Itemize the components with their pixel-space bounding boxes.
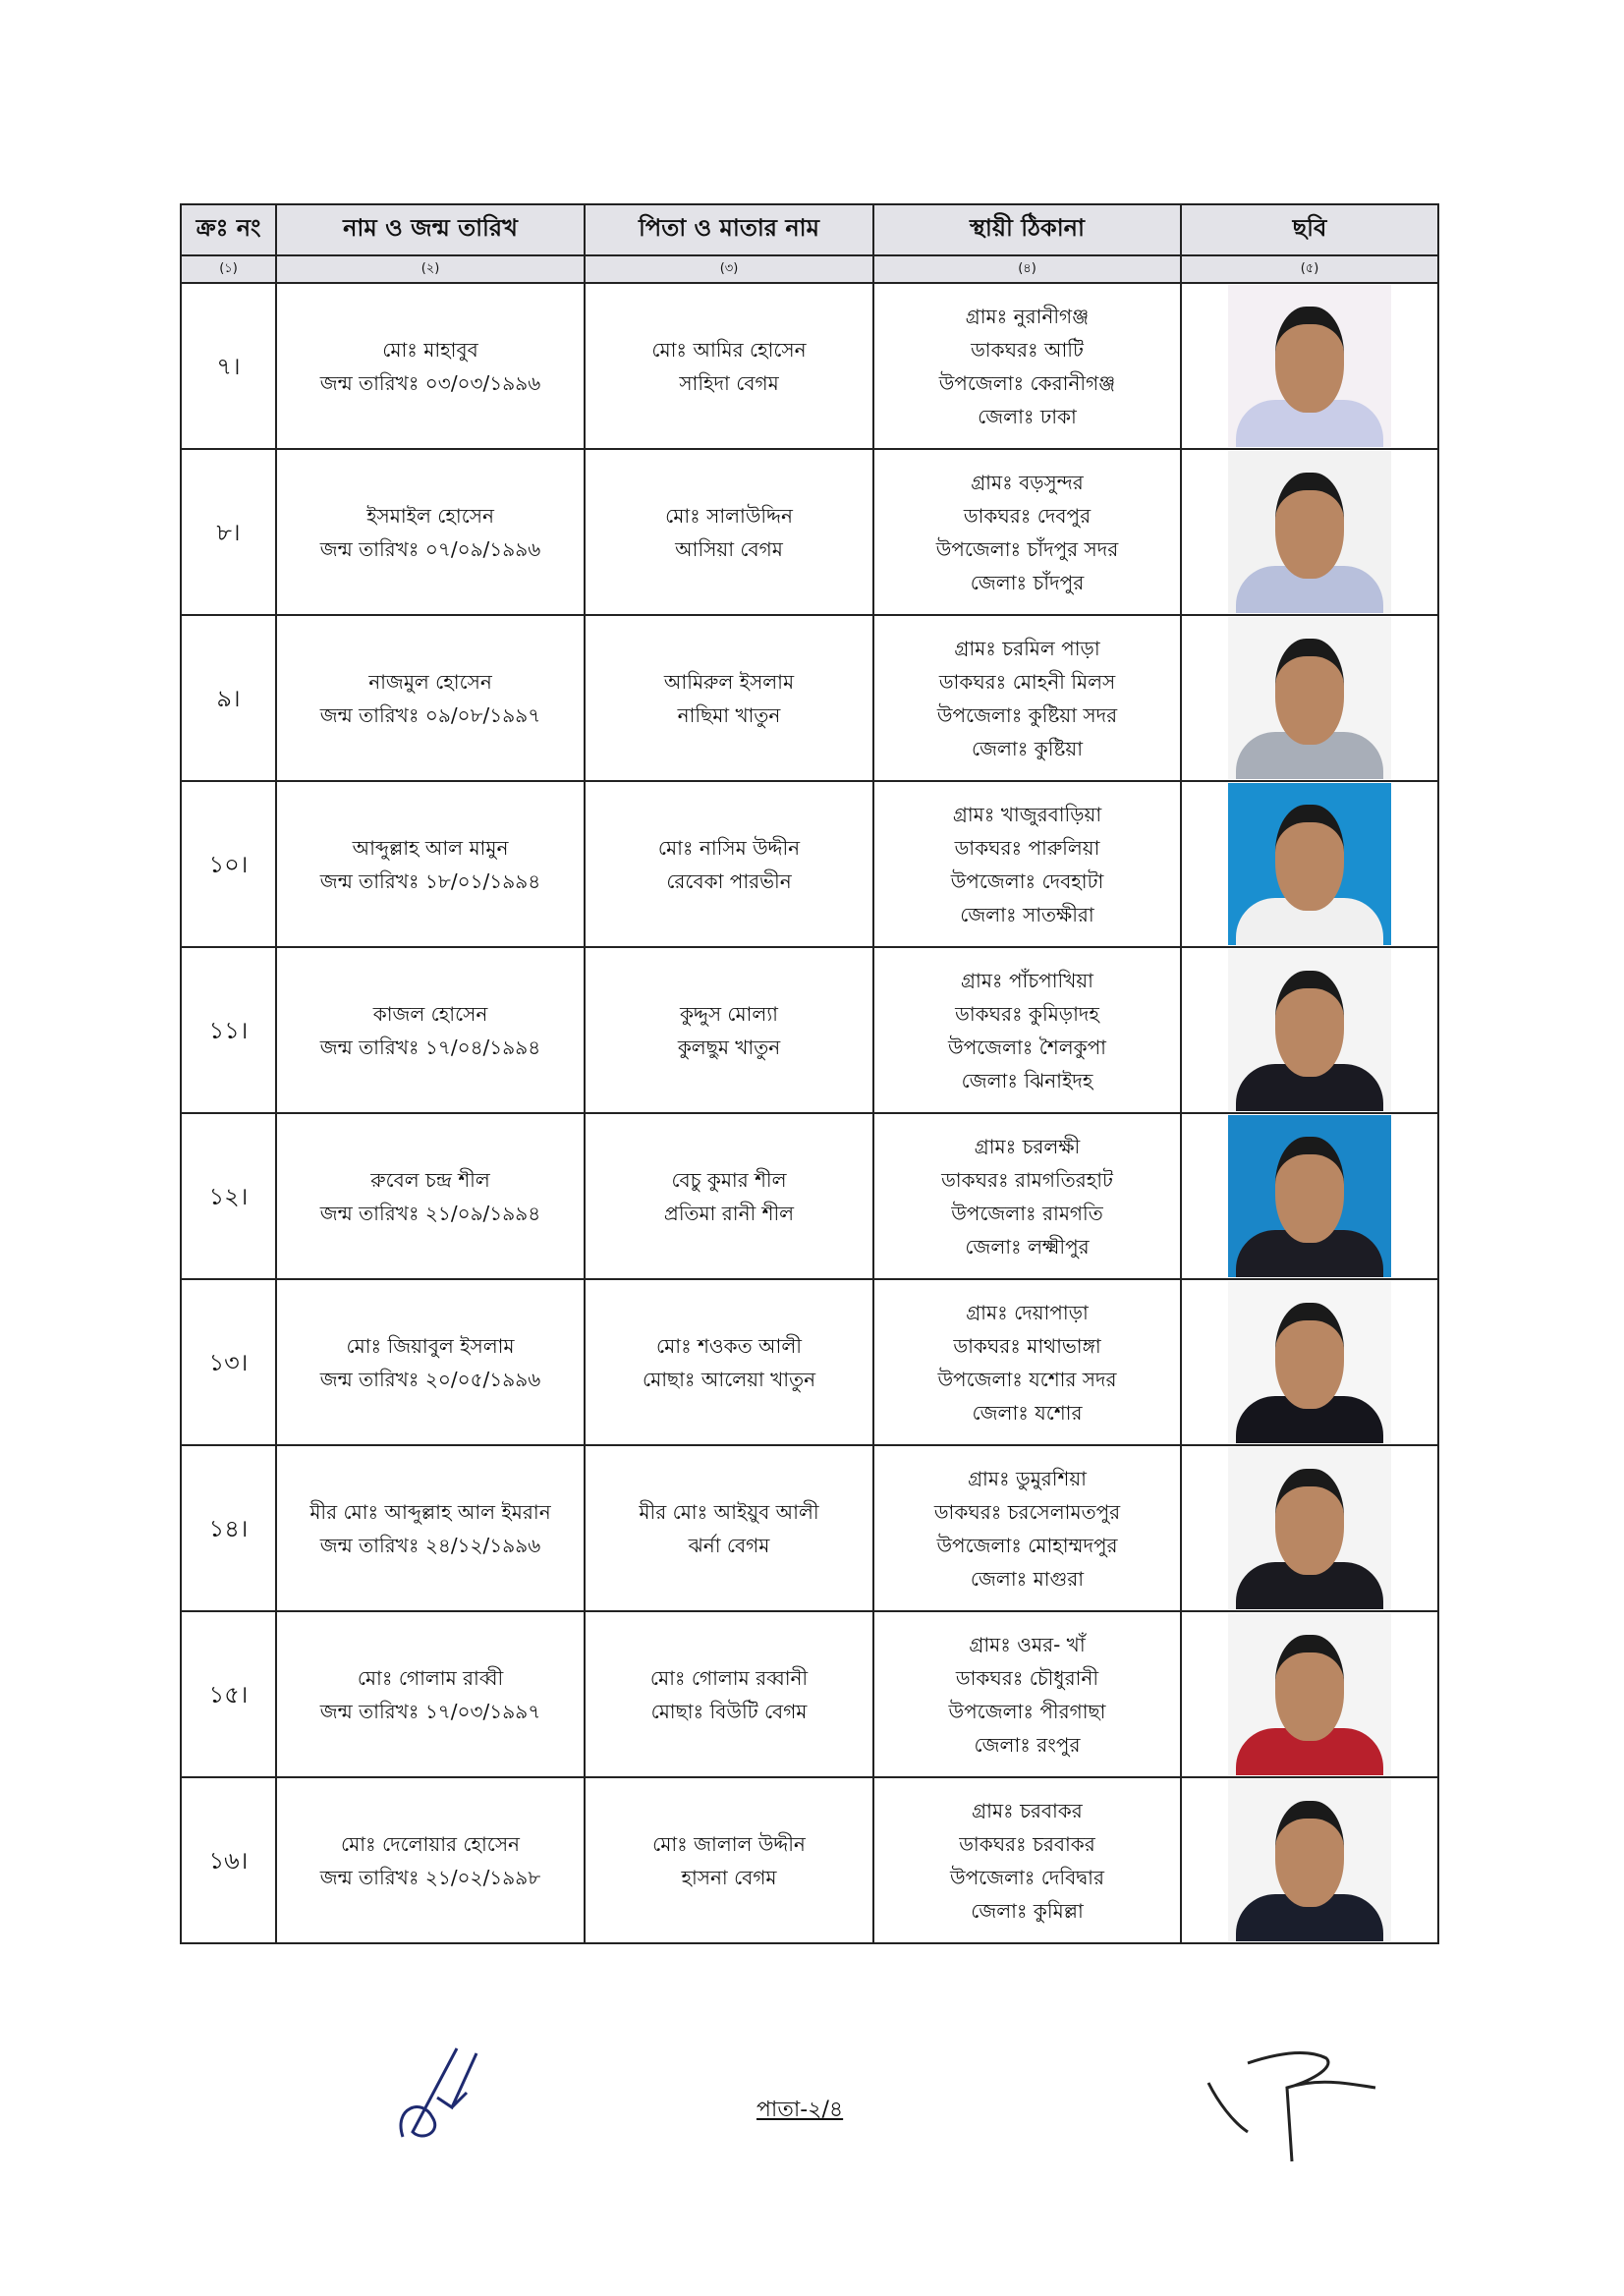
address-cell	[873, 615, 1181, 781]
serial: ১১।	[181, 947, 276, 1113]
name-dob-cell	[276, 1279, 585, 1445]
candidate-name: ইসমাইল হোসেন	[366, 503, 494, 528]
candidate-photo	[1228, 451, 1391, 613]
column-number-row	[181, 255, 1438, 283]
signature-left	[383, 2039, 491, 2147]
photo-cell	[1181, 781, 1438, 947]
village: গ্রামঃ ডুমুরশিয়া	[968, 1466, 1087, 1490]
candidate-photo	[1228, 617, 1391, 779]
header-serial: ক্রঃ নং	[181, 204, 276, 255]
date-of-birth: জন্ম তারিখঃ ১৭/০৩/১৯৯৭	[319, 1699, 541, 1723]
upazila: উপজেলাঃ চাঁদপুর সদর	[935, 536, 1119, 561]
post-office: ডাকঘরঃ চরসেলামতপুর	[933, 1499, 1121, 1524]
father-name: মোঃ গোলাম রব্বানী	[649, 1665, 809, 1690]
date-of-birth: জন্ম তারিখঃ ০৯/০৮/১৯৯৭	[319, 702, 541, 727]
photo-cell	[1181, 1113, 1438, 1279]
table-row	[181, 449, 1438, 615]
photo-cell	[1181, 1445, 1438, 1611]
district: জেলাঃ চাঁদপুর	[970, 570, 1085, 594]
address-cell	[873, 1279, 1181, 1445]
candidate-photo	[1228, 285, 1391, 447]
candidate-name: মীর মোঃ আব্দুল্লাহ আল ইমরান	[309, 1499, 551, 1524]
name-dob-cell	[276, 947, 585, 1113]
village: গ্রামঃ পাঁচপাখিয়া	[961, 968, 1093, 992]
candidate-photo	[1228, 1779, 1391, 1941]
mother-name: নাছিমা খাতুন	[677, 702, 781, 727]
village: গ্রামঃ চরলক্ষী	[974, 1134, 1081, 1158]
candidate-name: নাজমুল হোসেন	[368, 669, 492, 694]
photo-cell	[1181, 1777, 1438, 1943]
photo-cell	[1181, 449, 1438, 615]
serial: ১২।	[181, 1113, 276, 1279]
table-row	[181, 1611, 1438, 1777]
name-dob-cell	[276, 283, 585, 449]
date-of-birth: জন্ম তারিখঃ ২১/০২/১৯৯৮	[319, 1865, 541, 1889]
serial: ১৩।	[181, 1279, 276, 1445]
father-name: মীর মোঃ আইয়ুব আলী	[639, 1499, 819, 1524]
name-dob-cell	[276, 1611, 585, 1777]
parents-cell	[585, 449, 873, 615]
col-num: (৩)	[585, 255, 873, 283]
mother-name: কুলছুম খাতুন	[677, 1035, 781, 1059]
header-parents: পিতা ও মাতার নাম	[585, 204, 873, 255]
mother-name: রেবেকা পারভীন	[666, 868, 792, 893]
parents-cell	[585, 1113, 873, 1279]
photo-cell	[1181, 615, 1438, 781]
serial: ১০।	[181, 781, 276, 947]
mother-name: আসিয়া বেগম	[675, 536, 783, 561]
name-dob-cell	[276, 1777, 585, 1943]
date-of-birth: জন্ম তারিখঃ ০৭/০৯/১৯৯৬	[319, 536, 541, 561]
parents-cell	[585, 1611, 873, 1777]
name-dob-cell	[276, 1445, 585, 1611]
upazila: উপজেলাঃ দেবিদ্বার	[950, 1865, 1104, 1889]
father-name: মোঃ শওকত আলী	[656, 1333, 802, 1358]
photo-cell	[1181, 283, 1438, 449]
serial: ১৪।	[181, 1445, 276, 1611]
upazila: উপজেলাঃ কেরানীগঞ্জ	[938, 370, 1116, 395]
serial: ১৬।	[181, 1777, 276, 1943]
date-of-birth: জন্ম তারিখঃ ২৪/১২/১৯৯৬	[319, 1533, 541, 1557]
address-cell	[873, 1113, 1181, 1279]
village: গ্রামঃ ওমর- খাঁ	[969, 1632, 1086, 1656]
date-of-birth: জন্ম তারিখঃ ২০/০৫/১৯৯৬	[319, 1367, 541, 1391]
table-row	[181, 947, 1438, 1113]
header-address: স্থায়ী ঠিকানা	[873, 204, 1181, 255]
col-num: (২)	[276, 255, 585, 283]
photo-cell	[1181, 1279, 1438, 1445]
father-name: মোঃ সালাউদ্দিন	[665, 503, 793, 528]
table-row	[181, 1445, 1438, 1611]
table-row	[181, 283, 1438, 449]
table-row	[181, 781, 1438, 947]
header-row	[181, 204, 1438, 255]
upazila: উপজেলাঃ মোহাম্মদপুর	[936, 1533, 1118, 1557]
post-office: ডাকঘরঃ আটি	[971, 337, 1084, 362]
upazila: উপজেলাঃ কুষ্টিয়া সদর	[936, 702, 1118, 727]
upazila: উপজেলাঃ যশোর সদর	[937, 1367, 1117, 1391]
address-cell	[873, 283, 1181, 449]
parents-cell	[585, 781, 873, 947]
photo-cell	[1181, 1611, 1438, 1777]
address-cell	[873, 947, 1181, 1113]
address-cell	[873, 449, 1181, 615]
candidate-name: কাজল হোসেন	[372, 1001, 488, 1026]
candidate-photo	[1228, 1115, 1391, 1277]
post-office: ডাকঘরঃ মাথাভাঙ্গা	[953, 1333, 1101, 1358]
candidate-photo	[1228, 1447, 1391, 1609]
post-office: ডাকঘরঃ চরবাকর	[959, 1831, 1095, 1856]
name-dob-cell	[276, 781, 585, 947]
parents-cell	[585, 283, 873, 449]
candidate-name: রুবেল চন্দ্র শীল	[370, 1167, 490, 1192]
header-photo: ছবি	[1181, 204, 1438, 255]
father-name: বেচু কুমার শীল	[671, 1167, 787, 1192]
district: জেলাঃ কুমিল্লা	[971, 1898, 1084, 1923]
name-dob-cell	[276, 615, 585, 781]
candidate-name: মোঃ জিয়াবুল ইসলাম	[346, 1333, 515, 1358]
post-office: ডাকঘরঃ কুমিড়াদহ	[955, 1001, 1099, 1026]
address-cell	[873, 1445, 1181, 1611]
col-num: (৫)	[1181, 255, 1438, 283]
district: জেলাঃ কুষ্টিয়া	[971, 736, 1084, 760]
parents-cell	[585, 1777, 873, 1943]
village: গ্রামঃ বড়সুন্দর	[971, 470, 1084, 494]
candidate-name: মোঃ গোলাম রাব্বী	[357, 1665, 504, 1690]
father-name: মোঃ জালাল উদ্দীন	[652, 1831, 806, 1856]
post-office: ডাকঘরঃ পারুলিয়া	[954, 835, 1100, 860]
village: গ্রামঃ চরমিল পাড়া	[954, 636, 1100, 660]
upazila: উপজেলাঃ শৈলকুপা	[947, 1035, 1106, 1059]
village: গ্রামঃ দেয়াপাড়া	[966, 1300, 1089, 1324]
father-name: আমিরুল ইসলাম	[663, 669, 795, 694]
candidate-photo	[1228, 1613, 1391, 1775]
post-office: ডাকঘরঃ মোহনী মিলস	[938, 669, 1116, 694]
upazila: উপজেলাঃ রামগতি	[951, 1201, 1103, 1225]
col-num: (১)	[181, 255, 276, 283]
village: গ্রামঃ চরবাকর	[972, 1798, 1083, 1822]
village: গ্রামঃ খাজুরবাড়িয়া	[952, 802, 1102, 826]
upazila: উপজেলাঃ পীরগাছা	[948, 1699, 1106, 1723]
mother-name: প্রতিমা রানী শীল	[663, 1201, 795, 1225]
father-name: মোঃ নাসিম উদ্দীন	[657, 835, 801, 860]
candidate-name: মোঃ মাহাবুব	[382, 337, 478, 362]
serial: ১৫।	[181, 1611, 276, 1777]
district: জেলাঃ মাগুরা	[970, 1566, 1085, 1591]
name-dob-cell	[276, 1113, 585, 1279]
district: জেলাঃ রংপুর	[974, 1732, 1081, 1757]
address-cell	[873, 1777, 1181, 1943]
parents-cell	[585, 1445, 873, 1611]
table-row	[181, 615, 1438, 781]
photo-cell	[1181, 947, 1438, 1113]
table-row	[181, 1279, 1438, 1445]
mother-name: সাহিদা বেগম	[679, 370, 779, 395]
date-of-birth: জন্ম তারিখঃ ২১/০৯/১৯৯৪	[319, 1201, 541, 1225]
village: গ্রামঃ নুরানীগঞ্জ	[965, 304, 1090, 328]
candidate-name: মোঃ দেলোয়ার হোসেন	[341, 1831, 520, 1856]
address-cell	[873, 1611, 1181, 1777]
district: জেলাঃ সাতক্ষীরা	[960, 902, 1094, 926]
candidate-photo	[1228, 1281, 1391, 1443]
parents-cell	[585, 1279, 873, 1445]
district: জেলাঃ যশোর	[972, 1400, 1083, 1425]
header-name-dob: নাম ও জন্ম তারিখ	[276, 204, 585, 255]
serial: ৮।	[181, 449, 276, 615]
page-number: পাতা-২/৪	[756, 2098, 844, 2122]
candidate-name: আব্দুল্লাহ আল মামুন	[352, 835, 509, 860]
mother-name: মোছাঃ আলেয়া খাতুন	[642, 1367, 816, 1391]
col-num: (৪)	[873, 255, 1181, 283]
signature-right	[1189, 2044, 1385, 2171]
candidate-photo	[1228, 949, 1391, 1111]
serial: ৭।	[181, 283, 276, 449]
father-name: কুদ্দুস মোল্যা	[680, 1001, 778, 1026]
post-office: ডাকঘরঃ রামগতিরহাট	[941, 1167, 1113, 1192]
date-of-birth: জন্ম তারিখঃ ১৮/০১/১৯৯৪	[319, 868, 541, 893]
father-name: মোঃ আমির হোসেন	[651, 337, 807, 362]
post-office: ডাকঘরঃ দেবপুর	[963, 503, 1092, 528]
upazila: উপজেলাঃ দেবহাটা	[950, 868, 1104, 893]
post-office: ডাকঘরঃ চৌধুরানী	[955, 1665, 1099, 1690]
mother-name: মোছাঃ বিউটি বেগম	[650, 1699, 808, 1723]
date-of-birth: জন্ম তারিখঃ ১৭/০৪/১৯৯৪	[319, 1035, 541, 1059]
district: জেলাঃ লক্ষ্মীপুর	[965, 1234, 1090, 1259]
candidate-table	[180, 203, 1439, 1944]
serial: ৯।	[181, 615, 276, 781]
parents-cell	[585, 615, 873, 781]
table-row	[181, 1113, 1438, 1279]
parents-cell	[585, 947, 873, 1113]
district: জেলাঃ ঝিনাইদহ	[961, 1068, 1093, 1092]
name-dob-cell	[276, 449, 585, 615]
district: জেলাঃ ঢাকা	[978, 404, 1077, 428]
address-cell	[873, 781, 1181, 947]
mother-name: ঝর্না বেগম	[688, 1533, 770, 1557]
date-of-birth: জন্ম তারিখঃ ০৩/০৩/১৯৯৬	[319, 370, 541, 395]
candidate-photo	[1228, 783, 1391, 945]
mother-name: হাসনা বেগম	[681, 1865, 777, 1889]
table-row	[181, 1777, 1438, 1943]
